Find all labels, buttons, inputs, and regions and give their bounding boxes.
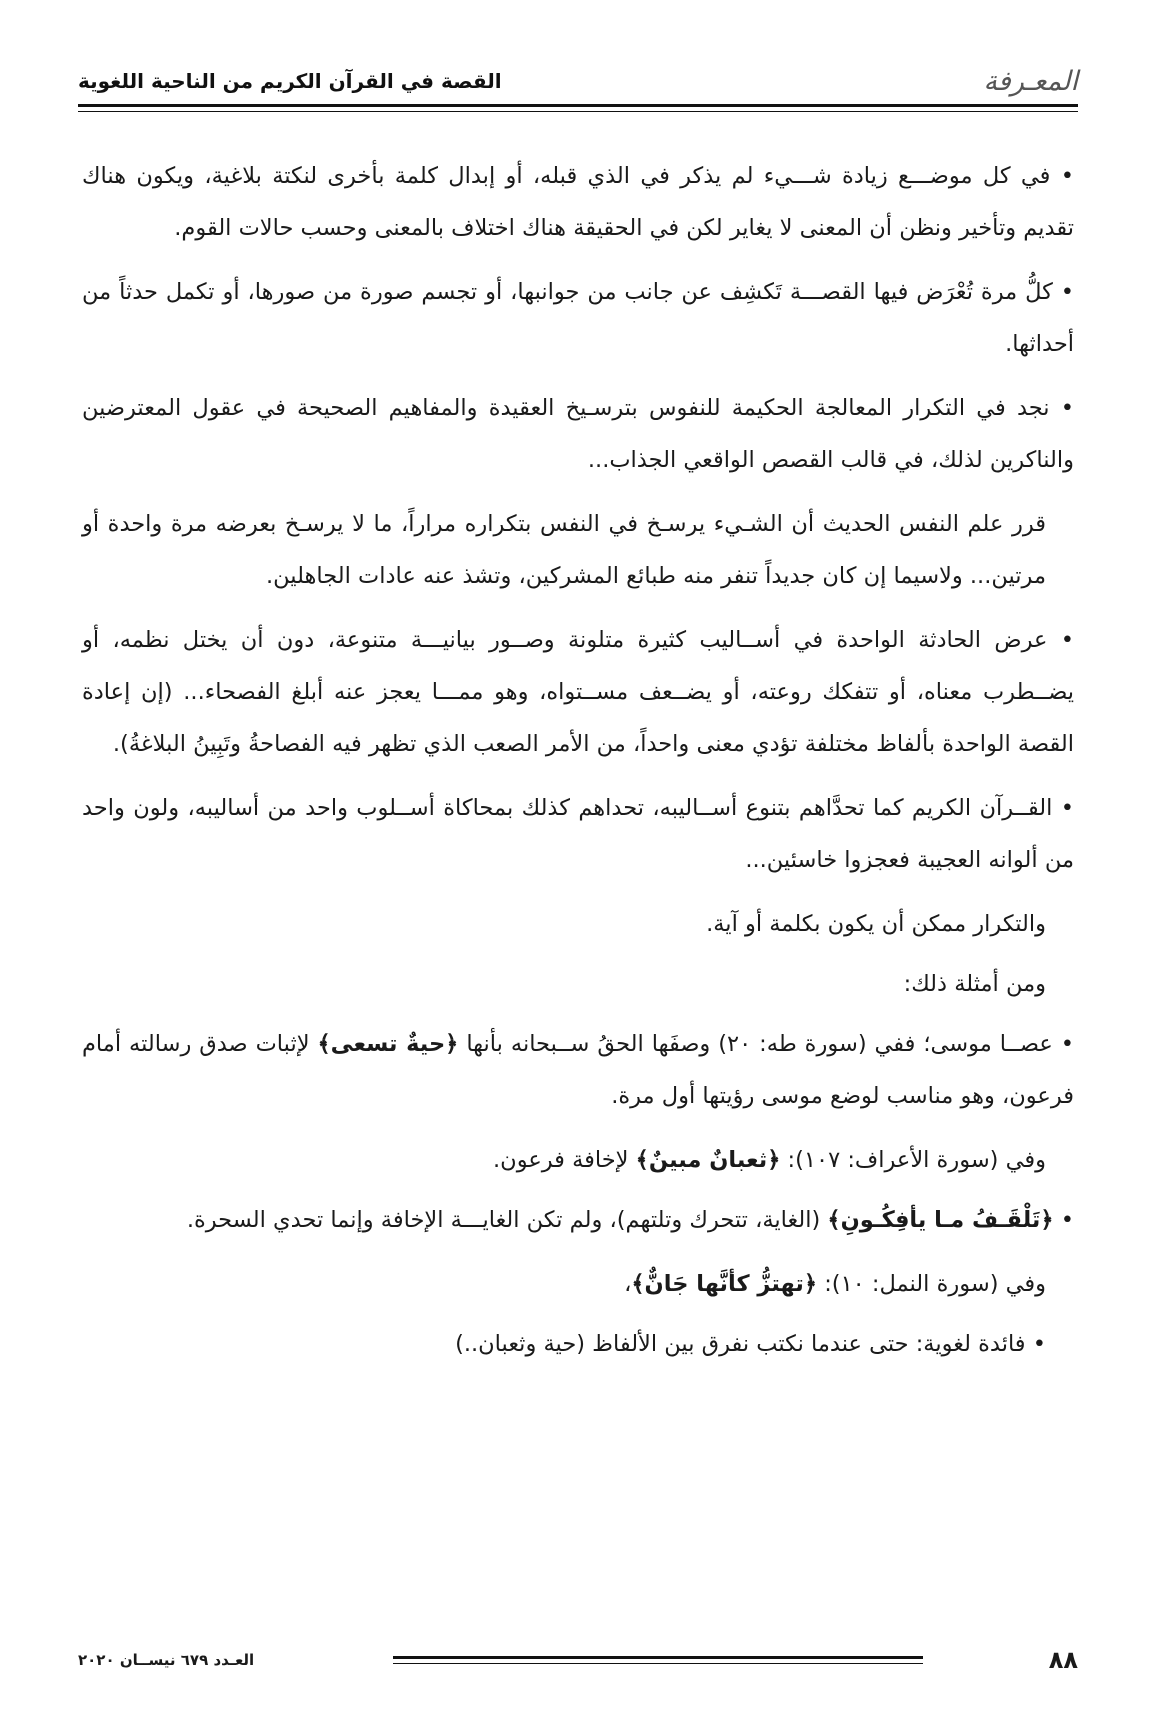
paragraph-text: • عصــا موسى؛ ففي (سورة طه: ٢٠) وصفَها الحقُ ســبحانه بأنها	[458, 1031, 1074, 1057]
page-number: ٨٨	[1048, 1646, 1078, 1674]
quran-quote: ﴿تهتزُّ كأنَّها جَانٌّ﴾	[631, 1271, 818, 1297]
paragraph-6	[82, 782, 1074, 886]
paragraph-10	[82, 1134, 1074, 1186]
paragraph-text: • في كل موضـــع زيادة شـــيء لم يذكر في الذي قبله، أو إبدال كلمة بأخرى لنكتة بلاغية، ويكون هناك تقديم وتأخير ونظن أن المعنى لا يغاير لكن في الحقيقة هناك اختلاف بالمعنى وحسب حالات القوم.	[82, 163, 1074, 241]
quran-quote: ﴿ثعبانٌ مبينٌ﴾	[635, 1147, 781, 1173]
quran-quote: ﴿حيةٌ تسعى﴾	[317, 1031, 459, 1057]
article-body	[82, 150, 1074, 1382]
paragraph-text: ،	[624, 1271, 632, 1297]
paragraph-13	[82, 1318, 1074, 1370]
page-header	[78, 56, 1078, 106]
footer-divider-wrap	[298, 1656, 1018, 1664]
paragraph-text: وفي (سورة الأعراف: ١٠٧):	[780, 1147, 1046, 1173]
issue-info: العـدد ٦٧٩ نيســان ٢٠٢٠	[78, 1651, 255, 1669]
paragraph-text: • القــرآن الكريم كما تحدَّاهم بتنوع أســاليبه، تحداهم كذلك بمحاكاة أســلوب واحد من أساليبه، ولون واحد من ألوانه العجيبة فعجزوا خاسئين...	[82, 795, 1074, 873]
paragraph-text: لإخافة فرعون.	[493, 1147, 636, 1173]
paragraph-text: •	[1053, 1207, 1074, 1233]
paragraph-text: وفي (سورة النمل: ١٠):	[817, 1271, 1046, 1297]
paragraph-2	[82, 266, 1074, 370]
paragraph-text: ومن أمثلة ذلك:	[903, 971, 1046, 997]
header-divider	[78, 104, 1078, 112]
paragraph-7	[82, 898, 1074, 950]
paragraph-5	[82, 614, 1074, 770]
footer-divider	[393, 1656, 923, 1664]
running-title: القصة في القرآن الكريم من الناحية اللغوية	[78, 69, 502, 93]
paragraph-3	[82, 382, 1074, 486]
paragraph-12	[82, 1258, 1074, 1310]
paragraph-text: • عرض الحادثة الواحدة في أســاليب كثيرة متلونة وصــور بيانيـــة متنوعة، دون أن يختل نظمه، أو يضــطرب معناه، أو تتفكك روعته، أو يضــعف مســتواه، وهو ممـــا يعجز عنه أبلغ الفصحاء... (إن إعادة القصة الواحدة بألفاظ مختلفة تؤدي معنى واحداً، من الأمر الصعب الذي تظهر فيه الفصاحةُ وتَبِينُ البلاغةُ).	[82, 627, 1074, 757]
paragraph-text: (الغاية، تتحرك وتلتهم)، ولم تكن الغايـــة الإخافة وإنما تحدي السحرة.	[186, 1207, 828, 1233]
magazine-logo: المعـرفة	[983, 65, 1078, 97]
paragraph-text: والتكرار ممكن أن يكون بكلمة أو آية.	[706, 911, 1046, 937]
paragraph-11	[82, 1194, 1074, 1246]
paragraph-text: • نجد في التكرار المعالجة الحكيمة للنفوس بترسـيخ العقيدة والمفاهيم الصحيحة في عقول المعترضين والناكرين لذلك، في قالب القصص الواقعي الجذاب...	[82, 395, 1074, 473]
paragraph-8	[82, 958, 1074, 1010]
paragraph-9	[82, 1018, 1074, 1122]
paragraph-text: • كلُّ مرة تُعْرَض فيها القصـــة تَكشِف عن جانب من جوانبها، أو تجسم صورة من صورها، أو تكمل حدثاً من أحداثها.	[82, 279, 1074, 357]
paragraph-text: لإثبات صدق رسالته أمام فرعون، وهو مناسب لوضع موسى رؤيتها أول مرة.	[82, 1031, 1074, 1109]
paragraph-text: • فائدة لغوية: حتى عندما نكتب نفرق بين الألفاظ (حية وثعبان..)	[455, 1331, 1046, 1357]
quran-quote: ﴿تَلْقَـفُ مـا يأفِكُـونِ﴾	[827, 1207, 1054, 1233]
paragraph-text: قرر علم النفس الحديث أن الشـيء يرسـخ في النفس بتكراره مراراً، ما لا يرسـخ بعرضه مرة واحدة أو مرتين... ولاسيما إن كان جديداً تنفر منه طبائع المشركين، وتشذ عنه عادات الجاهلين.	[82, 511, 1046, 589]
page-footer	[78, 1640, 1078, 1680]
paragraph-4	[82, 498, 1074, 602]
paragraph-1	[82, 150, 1074, 254]
